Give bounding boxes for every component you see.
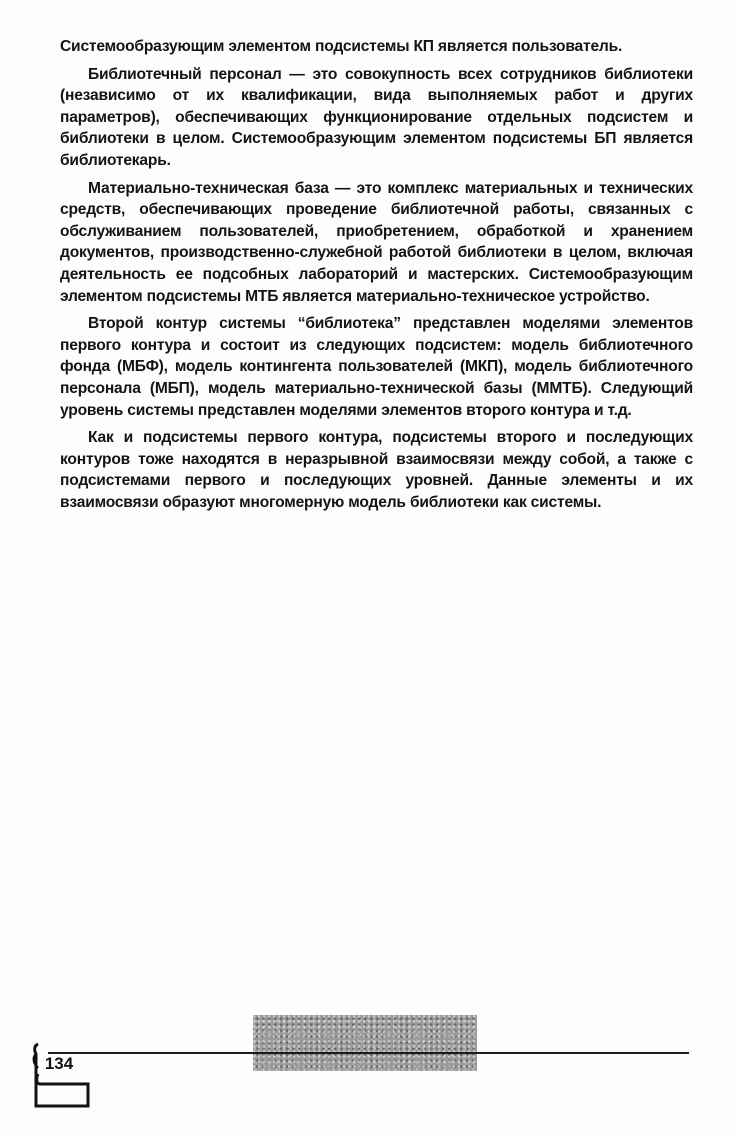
paragraph-subsystems-relations: Как и подсистемы первого контура, подсистемы второго и последующих контуров тоже находятся в неразрывной взаимосвязи между собой, а также с подсистемами первого и последующих уровней. Данные элементы и их взаимосвязи образуют многомерную модель библиотеки как системы.: [60, 429, 693, 511]
paragraph-kp-element: Системообразующим элементом подсистемы КП является пользователь.: [60, 38, 623, 55]
footer-rule: [48, 1052, 689, 1054]
page-number: 134: [44, 1054, 74, 1073]
paragraph-library-staff: Библиотечный персонал — это совокупность всех сотрудников библиотеки (независимо от их квалификации, вида выполняемых работ и других параметров), обеспечивающих функционирование отдельных подсистем и библиотеки в целом. Системообразующим элементом подсистемы БП является библиотекарь.: [60, 65, 693, 169]
paragraph-second-contour: Второй контур системы “библиотека” представлен моделями элементов первого контура и состоит из следующих подсистем: модель библиотечного фонда (МБФ), модель контингента пользователей (МКП), модель библиотечного персонала (МБП), модель материально-технической базы (ММТБ). Следующий уровень системы представлен моделями элементов второго контура и т.д.: [60, 315, 693, 419]
paragraph-material-base: Материально-техническая база — это комплекс материальных и технических средств, обеспечивающих проведение библиотечной работы, связанных с обслуживанием пользователей, приобретением, обработкой и хранением документов, производственно-служебной работой библиотеки в целом, включая деятельность ее подсобных лабораторий и мастерских. Системообразующим элементом подсистемы МТБ является материально-техническое устройство.: [60, 179, 693, 305]
page-tab-frame: [30, 1040, 94, 1114]
halftone-block: [253, 1015, 477, 1071]
body-text: [60, 36, 693, 513]
